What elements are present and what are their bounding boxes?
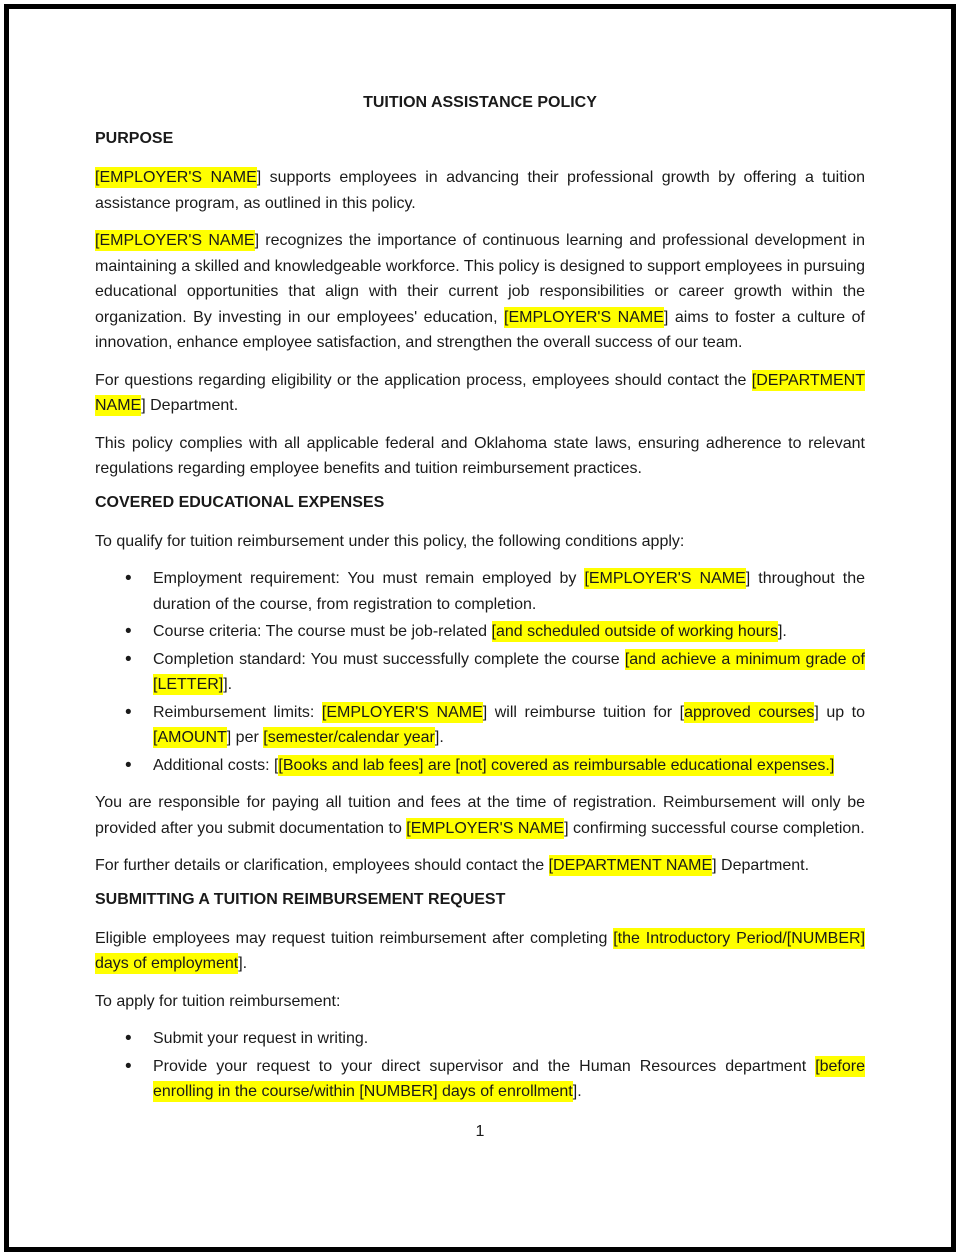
- highlighted-placeholder: [and achieve a minimum grade of [LETTER]: [153, 650, 865, 693]
- paragraph-recognition: [EMPLOYER'S NAME] recognizes the importance of continuous learning and professional development in maintaining a skilled and knowledgeable workforce. This policy is designed to support employees in pursuing educational opportunities that align with their current job responsibilities or career growth within the organization. By investing in our employees' education, [EMPLOYER'S NAME] aims to foster a culture of innovation, enhance employee satisfaction, and strengthen the overall success of our team.: [95, 232, 865, 351]
- paragraph-qualify-intro: To qualify for tuition reimbursement under this policy, the following conditions apply:: [95, 532, 685, 550]
- list-item-reimbursement-limits: • Reimbursement limits: [EMPLOYER'S NAME] will reimburse tuition for [approved courses] up to [AMOUNT] per [semester/calendar year].: [95, 700, 865, 751]
- highlighted-placeholder: [EMPLOYER'S NAME: [321, 703, 483, 721]
- highlighted-placeholder: [EMPLOYER'S NAME: [584, 570, 746, 587]
- section-heading-purpose: PURPOSE: [95, 130, 174, 147]
- paragraph-further-details: For further details or clarification, employees should contact the [DEPARTMENT NAME] Department.: [95, 857, 810, 874]
- document-title: TUITION ASSISTANCE POLICY: [363, 94, 597, 111]
- paragraph-intro: [EMPLOYER'S NAME] supports employees in advancing their professional growth by offering a tuition assistance program, as outlined in this policy.: [95, 169, 865, 212]
- highlighted-placeholder: [EMPLOYER'S NAME: [406, 819, 565, 837]
- highlighted-placeholder: [EMPLOYER'S NAME: [95, 169, 257, 186]
- highlighted-placeholder: [EMPLOYER'S NAME: [504, 308, 664, 326]
- paragraph-questions-contact: For questions regarding eligibility or the application process, employees should contact the [DEPARTMENT NAME] Department.: [95, 371, 865, 414]
- section-heading-submitting-request: SUBMITTING A TUITION REIMBURSEMENT REQUEST: [95, 890, 506, 908]
- list-item-course-criteria: • Course criteria: The course must be job-related [and scheduled outside of working hours].: [95, 619, 865, 645]
- highlighted-placeholder: [Books and lab fees] are [not] covered as reimbursable educational expenses.]: [278, 756, 835, 774]
- highlighted-placeholder: [DEPARTMENT NAME: [95, 371, 865, 414]
- list-item-completion-standard: • Completion standard: You must successfully complete the course [and achieve a minimum grade of [LETTER]].: [95, 647, 865, 698]
- paragraph-apply-intro: To apply for tuition reimbursement:: [95, 992, 341, 1010]
- list-item-submit-writing: • Submit your request in writing.: [95, 1026, 865, 1052]
- list-item-additional-costs: • Additional costs: [[Books and lab fees] are [not] covered as reimbursable educational expenses.]: [95, 753, 865, 779]
- highlighted-placeholder: [before enrolling in the course/within [NUMBER] days of enrollment: [153, 1057, 865, 1100]
- highlighted-placeholder: [AMOUNT: [153, 729, 227, 746]
- highlighted-placeholder: [DEPARTMENT NAME: [548, 857, 713, 874]
- paragraph-compliance: This policy complies with all applicable federal and Oklahoma state laws, ensuring adherence to relevant regulations regarding employee benefits and tuition reimbursement practices.: [95, 434, 865, 477]
- document-content: [95, 94, 865, 1144]
- paragraph-eligibility-timing: Eligible employees may request tuition reimbursement after completing [the Introductory Period/[NUMBER] days of employment].: [95, 929, 866, 972]
- section-heading-covered-expenses: COVERED EDUCATIONAL EXPENSES: [95, 493, 385, 511]
- highlighted-placeholder: [the Introductory Period/[NUMBER] days of employment: [95, 929, 866, 972]
- highlighted-placeholder: [semester/calendar year: [263, 729, 435, 746]
- application-steps-list: [95, 1026, 865, 1105]
- list-item-employment-requirement: • Employment requirement: You must remain employed by [EMPLOYER'S NAME] throughout the duration of the course, from registration to completion.: [95, 566, 865, 617]
- list-item-provide-request: • Provide your request to your direct supervisor and the Human Resources department [before enrolling in the course/within [NUMBER] days of enrollment].: [95, 1054, 865, 1105]
- expense-conditions-list: [95, 566, 865, 778]
- paragraph-payment-responsibility: You are responsible for paying all tuition and fees at the time of registration. Reimbursement will only be provided after you submit documentation to [EMPLOYER'S NAME] confirming successful course completion.: [95, 794, 865, 837]
- highlighted-placeholder: [and scheduled outside of working hours: [491, 623, 778, 640]
- page-number: 1: [475, 1122, 485, 1140]
- highlighted-placeholder: approved courses: [684, 703, 815, 721]
- highlighted-placeholder: [EMPLOYER'S NAME: [95, 232, 255, 249]
